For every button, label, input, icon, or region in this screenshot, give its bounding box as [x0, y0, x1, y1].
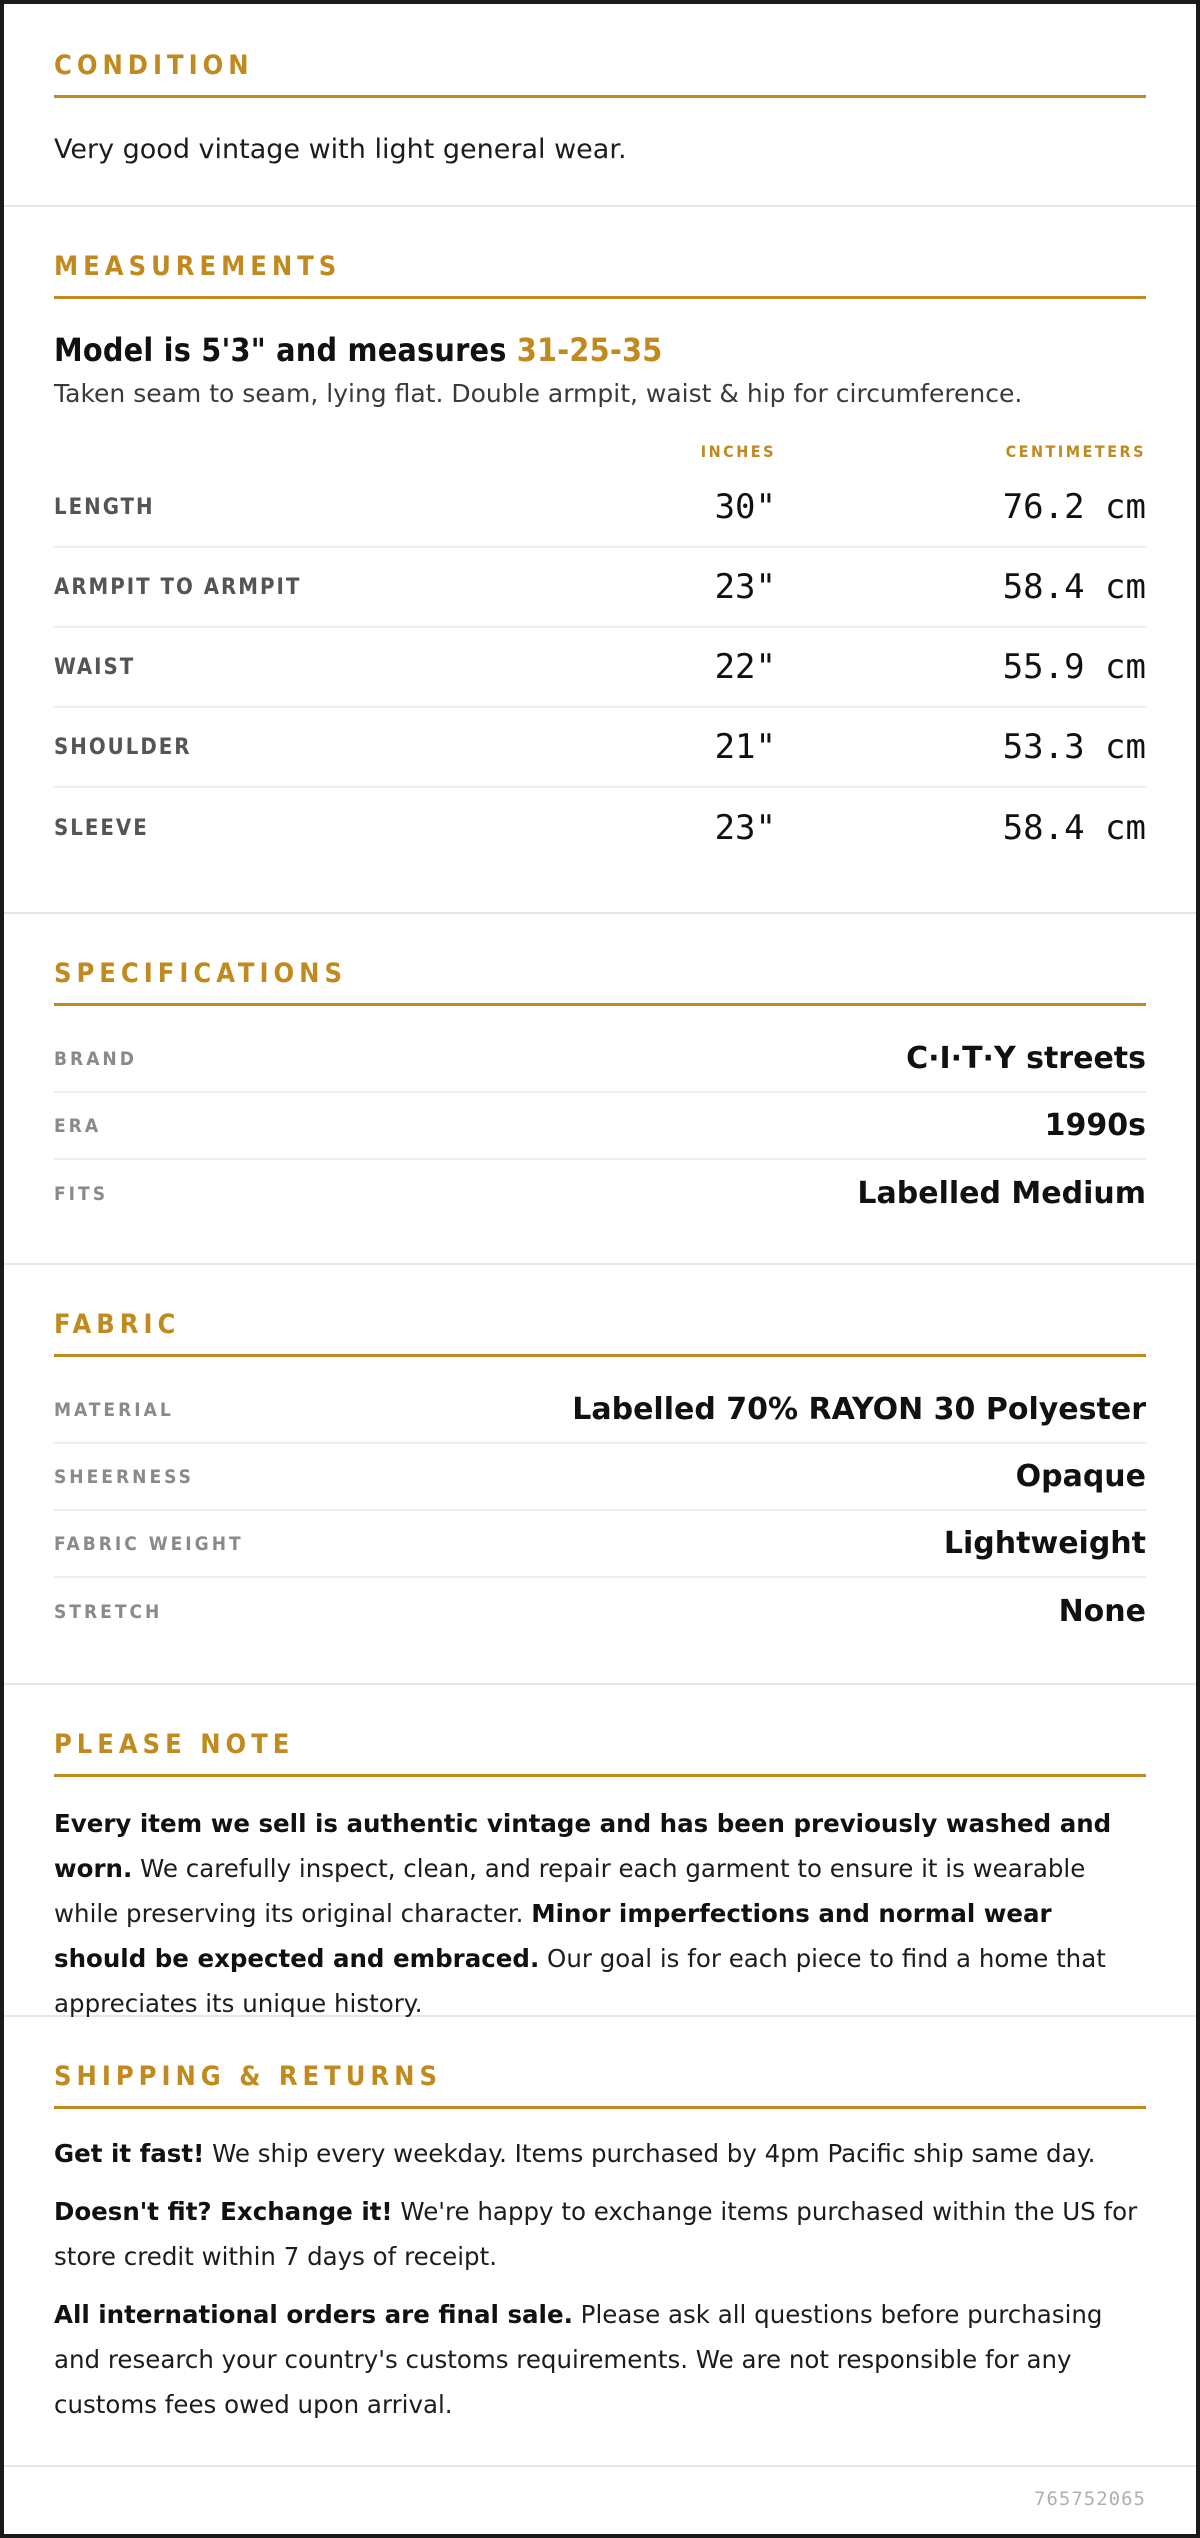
exchange-bold: Doesn't fit? Exchange it! — [54, 2197, 393, 2226]
condition-heading: CONDITION — [54, 50, 1146, 98]
measurement-cm: 76.2 cm — [1002, 487, 1146, 527]
measurements-header-row — [54, 434, 1146, 468]
fabric-row-sheerness — [54, 1444, 1146, 1511]
measurement-label: LENGTH — [54, 494, 155, 520]
measurement-cm: 58.4 cm — [1002, 808, 1146, 848]
table-row — [54, 708, 1146, 788]
note-text-1: We carefully inspect, clean, and repair each garment to ensure it is wearable while preserving its original character. — [54, 1854, 1086, 1928]
exchange-paragraph — [54, 2189, 1146, 2279]
fabric-heading: FABRIC — [54, 1309, 1146, 1357]
spec-value: C·I·T·Y streets — [906, 1041, 1146, 1076]
please-note-section — [4, 1685, 1196, 2017]
spec-row-fits — [54, 1160, 1146, 1227]
fabric-value: Lightweight — [943, 1526, 1146, 1561]
measurement-inches: 22" — [714, 647, 776, 687]
spec-key: FITS — [54, 1182, 109, 1205]
spec-key: BRAND — [54, 1047, 137, 1070]
table-row — [54, 548, 1146, 628]
shipping-bold: Get it fast! — [54, 2139, 205, 2168]
measurement-inches: 23" — [714, 808, 776, 848]
table-row — [54, 628, 1146, 708]
measurements-table — [54, 434, 1146, 868]
spec-row-era — [54, 1093, 1146, 1160]
condition-section — [4, 4, 1196, 207]
spec-value: 1990s — [1044, 1108, 1146, 1143]
fabric-key: SHEERNESS — [54, 1465, 194, 1488]
specifications-table — [54, 1026, 1146, 1227]
centimeters-column-header: CENTIMETERS — [1005, 441, 1146, 461]
fabric-key: FABRIC WEIGHT — [54, 1532, 244, 1555]
fabric-key: STRETCH — [54, 1600, 163, 1623]
measurement-label: ARMPIT TO ARMPIT — [54, 574, 302, 600]
measurements-section — [4, 207, 1196, 914]
please-note-heading: PLEASE NOTE — [54, 1729, 1146, 1777]
fabric-row-material — [54, 1377, 1146, 1444]
fabric-row-stretch — [54, 1578, 1146, 1645]
spec-key: ERA — [54, 1114, 102, 1137]
international-text: Please ask all questions before purchasing and research your country's customs requirements. We are not responsible for any customs fees owed upon arrival. — [54, 2300, 1103, 2419]
shipping-text: We ship every weekday. Items purchased by 4pm Pacific ship same day. — [204, 2139, 1096, 2168]
model-info — [54, 331, 1146, 369]
table-row — [54, 788, 1146, 868]
shipping-returns-section — [4, 2017, 1196, 2467]
measurement-label: SHOULDER — [54, 734, 192, 760]
specifications-heading: SPECIFICATIONS — [54, 958, 1146, 1006]
measurement-cm: 58.4 cm — [1002, 567, 1146, 607]
table-row — [54, 468, 1146, 548]
please-note-text — [54, 1801, 1146, 2026]
shipping-returns-heading: SHIPPING & RETURNS — [54, 2061, 1146, 2109]
fabric-section — [4, 1265, 1196, 1685]
spec-row-brand — [54, 1026, 1146, 1093]
fabric-value: Opaque — [1015, 1459, 1146, 1494]
measurement-cm: 55.9 cm — [1002, 647, 1146, 687]
measurement-inches: 30" — [714, 487, 776, 527]
note-bold-2: Minor imperfections and normal wear should be expected and embraced. — [54, 1899, 1052, 1973]
exchange-text: We're happy to exchange items purchased within the US for store credit within 7 days of receipt. — [54, 2197, 1138, 2271]
model-info-prefix: Model is 5'3" and measures — [54, 331, 517, 369]
fabric-table — [54, 1377, 1146, 1645]
note-text-2: Our goal is for each piece to find a home that appreciates its unique history. — [54, 1944, 1106, 2018]
measurements-heading: MEASUREMENTS — [54, 251, 1146, 299]
condition-text: Very good vintage with light general wear. — [54, 134, 627, 165]
note-bold-1: Every item we sell is authentic vintage and has been previously washed and worn. — [54, 1809, 1112, 1883]
international-paragraph — [54, 2292, 1146, 2427]
measurement-method: Taken seam to seam, lying flat. Double armpit, waist & hip for circumference. — [54, 379, 1023, 408]
footer — [4, 2467, 1196, 2530]
international-bold: All international orders are final sale. — [54, 2300, 573, 2329]
fabric-value: None — [1058, 1594, 1146, 1629]
specifications-section — [4, 914, 1196, 1265]
measurement-label: WAIST — [54, 654, 136, 680]
sku-number: 765752065 — [1034, 2487, 1146, 2510]
fabric-row-weight — [54, 1511, 1146, 1578]
measurement-inches: 23" — [714, 567, 776, 607]
measurement-label: SLEEVE — [54, 815, 149, 841]
model-measures: 31-25-35 — [516, 331, 663, 369]
inches-column-header: INCHES — [700, 441, 776, 461]
shipping-paragraph — [54, 2131, 1146, 2176]
measurement-cm: 53.3 cm — [1002, 727, 1146, 767]
spec-value: Labelled Medium — [857, 1176, 1146, 1211]
fabric-value: Labelled 70% RAYON 30 Polyester — [572, 1392, 1146, 1427]
fabric-key: MATERIAL — [54, 1398, 174, 1421]
measurement-inches: 21" — [714, 727, 776, 767]
